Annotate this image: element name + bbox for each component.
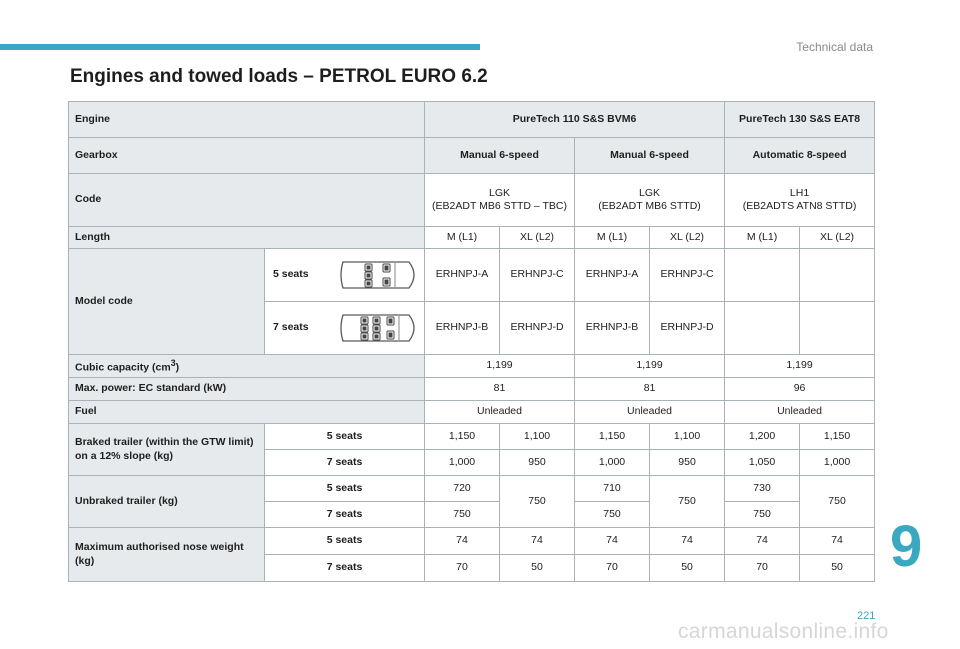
cubic-cell: 1,199 [725, 355, 875, 378]
row-braked-5 [69, 424, 875, 450]
braked-cell: 1,050 [725, 450, 800, 476]
row-model-5 [69, 249, 875, 302]
nose-cell: 70 [425, 555, 500, 582]
code-1: LGK (EB2ADT MB6 STTD – TBC) [425, 174, 575, 227]
page-number: 221 [857, 610, 876, 622]
fuel-label: Fuel [69, 401, 425, 424]
gearbox-3: Automatic 8-speed [725, 138, 875, 174]
nose-cell: 50 [650, 555, 725, 582]
row-code [69, 174, 875, 227]
model-code-cell [725, 249, 800, 302]
power-cell: 96 [725, 378, 875, 401]
power-label: Max. power: EC standard (kW) [69, 378, 425, 401]
unbraked-merged-cell: 750 [500, 476, 575, 528]
braked-5-seats: 5 seats [265, 424, 425, 450]
fuel-cell: Unleaded [575, 401, 725, 424]
length-cell: XL (L2) [500, 227, 575, 249]
engines-table [68, 101, 875, 582]
unbraked-cell: 750 [425, 502, 500, 528]
nose-cell: 50 [500, 555, 575, 582]
row-power [69, 378, 875, 401]
power-cell: 81 [575, 378, 725, 401]
model-code-cell: ERHNPJ-A [425, 249, 500, 302]
nose-cell: 74 [800, 528, 875, 555]
model-code-cell: ERHNPJ-D [500, 302, 575, 355]
length-cell: XL (L2) [650, 227, 725, 249]
nose-weight-label: Maximum authorised nose weight (kg) [69, 528, 265, 582]
van-7-seats-icon [337, 309, 421, 347]
model-5-seats-label: 5 seats [273, 268, 309, 281]
cubic-cell: 1,199 [575, 355, 725, 378]
row-gearbox [69, 138, 875, 174]
braked-label: Braked trailer (within the GTW limit) on a 12% slope (kg) [69, 424, 265, 476]
nose-cell: 70 [575, 555, 650, 582]
nose-cell: 70 [725, 555, 800, 582]
length-cell: XL (L2) [800, 227, 875, 249]
length-cell: M (L1) [725, 227, 800, 249]
nose-cell: 74 [650, 528, 725, 555]
engine-label: Engine [69, 102, 425, 138]
gearbox-label: Gearbox [69, 138, 425, 174]
row-cubic [69, 355, 875, 378]
unbraked-cell: 750 [725, 502, 800, 528]
unbraked-cell: 710 [575, 476, 650, 502]
row-unbraked-5 [69, 476, 875, 502]
model-code-cell: ERHNPJ-B [575, 302, 650, 355]
braked-cell: 1,150 [575, 424, 650, 450]
model-code-cell [800, 302, 875, 355]
cubic-label-text: Cubic capacity (cm [75, 361, 171, 374]
chapter-number: 9 [890, 514, 923, 579]
model-7-seats-label: 7 seats [273, 321, 309, 334]
van-5-seats-icon [337, 256, 421, 294]
fuel-cell: Unleaded [425, 401, 575, 424]
section-title: Technical data [796, 40, 873, 54]
model-code-cell: ERHNPJ-C [650, 249, 725, 302]
model-code-cell: ERHNPJ-B [425, 302, 500, 355]
nose-cell: 74 [500, 528, 575, 555]
braked-cell: 1,000 [425, 450, 500, 476]
braked-cell: 1,000 [800, 450, 875, 476]
fuel-cell: Unleaded [725, 401, 875, 424]
model-7-seats [265, 302, 425, 355]
unbraked-5-seats: 5 seats [265, 476, 425, 502]
unbraked-7-seats: 7 seats [265, 502, 425, 528]
engine-1: PureTech 110 S&S BVM6 [425, 102, 725, 138]
unbraked-cell: 720 [425, 476, 500, 502]
code-3: LH1 (EB2ADTS ATN8 STTD) [725, 174, 875, 227]
row-engine [69, 102, 875, 138]
model-code-cell: ERHNPJ-C [500, 249, 575, 302]
engine-2: PureTech 130 S&S EAT8 [725, 102, 875, 138]
cubic-cell: 1,199 [425, 355, 575, 378]
braked-cell: 1,000 [575, 450, 650, 476]
cubic-label-close: ) [175, 361, 180, 374]
model-code-label: Model code [69, 249, 265, 355]
unbraked-cell: 750 [575, 502, 650, 528]
unbraked-merged-cell: 750 [650, 476, 725, 528]
braked-cell: 1,150 [800, 424, 875, 450]
watermark: carmanualsonline.info [678, 620, 889, 643]
cubic-label [69, 355, 425, 378]
model-code-cell: ERHNPJ-D [650, 302, 725, 355]
length-label: Length [69, 227, 425, 249]
header-accent-bar [0, 44, 480, 50]
braked-7-seats: 7 seats [265, 450, 425, 476]
nose-5-seats: 5 seats [265, 528, 425, 555]
row-nose-5 [69, 528, 875, 555]
row-fuel [69, 401, 875, 424]
model-code-cell [800, 249, 875, 302]
braked-cell: 1,150 [425, 424, 500, 450]
gearbox-2: Manual 6-speed [575, 138, 725, 174]
length-cell: M (L1) [425, 227, 500, 249]
code-2: LGK (EB2ADT MB6 STTD) [575, 174, 725, 227]
length-cell: M (L1) [575, 227, 650, 249]
braked-cell: 1,100 [650, 424, 725, 450]
nose-cell: 50 [800, 555, 875, 582]
unbraked-label: Unbraked trailer (kg) [69, 476, 265, 528]
braked-cell: 950 [650, 450, 725, 476]
row-length [69, 227, 875, 249]
model-code-cell [725, 302, 800, 355]
nose-cell: 74 [425, 528, 500, 555]
model-code-cell: ERHNPJ-A [575, 249, 650, 302]
cubic-label-sup: 3 [170, 357, 176, 368]
nose-cell: 74 [575, 528, 650, 555]
code-label: Code [69, 174, 425, 227]
gearbox-1: Manual 6-speed [425, 138, 575, 174]
braked-cell: 1,100 [500, 424, 575, 450]
braked-cell: 950 [500, 450, 575, 476]
nose-7-seats: 7 seats [265, 555, 425, 582]
nose-cell: 74 [725, 528, 800, 555]
power-cell: 81 [425, 378, 575, 401]
page-title: Engines and towed loads – PETROL EURO 6.2 [70, 66, 488, 87]
model-5-seats [265, 249, 425, 302]
braked-cell: 1,200 [725, 424, 800, 450]
unbraked-merged-cell: 750 [800, 476, 875, 528]
unbraked-cell: 730 [725, 476, 800, 502]
